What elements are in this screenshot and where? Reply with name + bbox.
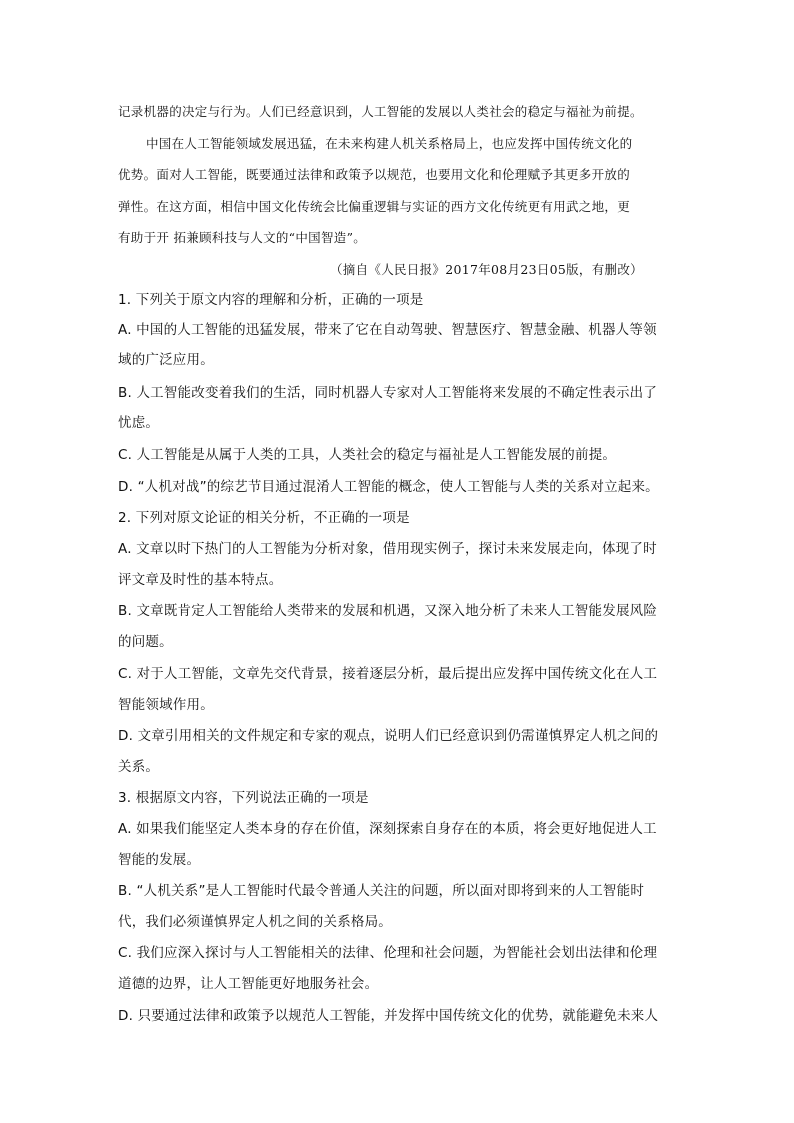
passage-paragraph-1-end: 记录机器的决定与行为。人们已经意识到，人工智能的发展以人类社会的稳定与福祉为前提。 <box>118 104 643 119</box>
q1-option-b-line-1: B. 人工智能改变着我们的生活，同时机器人专家对人工智能将来发展的不确定性表示出了 <box>118 385 658 401</box>
q2-option-a-line-1: A. 文章以时下热门的人工智能为分析对象，借用现实例子，探讨未来发展走向，体现了时 <box>118 541 657 557</box>
q3-option-a-line-1: A. 如果我们能坚定人类本身的存在价值，深刻探索自身存在的本质，将会更好地促进人工 <box>118 821 657 837</box>
q3-option-d-line-1: D. 只要通过法律和政策予以规范人工智能，并发挥中国传统文化的优势，就能避免未来人 <box>118 1008 659 1024</box>
q2-option-c-line-1: C. 对于人工智能，文章先交代背景，接着逐层分析，最后提出应发挥中国传统文化在人工 <box>118 666 658 682</box>
passage-paragraph-2-line-4: 有助于开 拓兼顾科技与人文的“中国智造”。 <box>118 230 367 245</box>
q3-option-b-line-2: 代，我们必须谨慎界定人机之间的关系格局。 <box>118 914 392 930</box>
q1-option-c: C. 人工智能是从属于人类的工具，人类社会的稳定与福祉是人工智能发展的前提。 <box>118 447 617 463</box>
q2-option-b-line-2: 的问题。 <box>118 634 173 650</box>
question-1-stem: 1. 下列关于原文内容的理解和分析，正确的一项是 <box>118 292 424 308</box>
q1-option-b-line-2: 忧虑。 <box>118 415 160 431</box>
passage-paragraph-2-line-2: 优势。面对人工智能，既要通过法律和政策予以规范，也要用文化和伦理赋予其更多开放的 <box>118 167 631 182</box>
passage-source: （摘自《人民日报》2017年08月23日05版，有删改） <box>330 262 643 277</box>
q3-option-c-line-2: 道德的边界，让人工智能更好地服务社会。 <box>118 976 379 992</box>
question-3-stem: 3. 根据原文内容，下列说法正确的一项是 <box>118 790 369 806</box>
q1-option-a-line-2: 域的广泛应用。 <box>118 352 214 368</box>
q3-option-c-line-1: C. 我们应深入探讨与人工智能相关的法律、伦理和社会问题，为智能社会划出法律和伦理 <box>118 945 658 961</box>
q2-option-d-line-2: 关系。 <box>118 759 160 775</box>
question-2-stem: 2. 下列对原文论证的相关分析，不正确的一项是 <box>118 510 410 526</box>
passage-paragraph-2-line-3: 弹性。在这方面，相信中国文化传统会比偏重逻辑与实证的西方文化传统更有用武之地，更 <box>118 199 631 214</box>
q3-option-b-line-1: B. “人机关系”是人工智能时代最令普通人关注的问题，所以面对即将到来的人工智能时 <box>118 883 645 899</box>
q1-option-a-line-1: A. 中国的人工智能的迅猛发展，带来了它在自动驾驶、智慧医疗、智慧金融、机器人等领 <box>118 322 657 338</box>
q2-option-d-line-1: D. 文章引用相关的文件规定和专家的观点，说明人们已经意识到仍需谨慎界定人机之间的 <box>118 728 659 744</box>
q3-option-a-line-2: 智能的发展。 <box>118 852 201 868</box>
passage-paragraph-2-line-1: 中国在人工智能领域发展迅猛，在未来构建人机关系格局上，也应发挥中国传统文化的 <box>146 136 633 151</box>
q2-option-a-line-2: 评文章及时性的基本特点。 <box>118 572 283 588</box>
q2-option-c-line-2: 智能领域作用。 <box>118 697 214 713</box>
q2-option-b-line-1: B. 文章既肯定人工智能给人类带来的发展和机遇，又深入地分析了未来人工智能发展风险 <box>118 603 658 619</box>
q1-option-d: D. “人机对战”的综艺节目通过混淆人工智能的概念，使人工智能与人类的关系对立起来。 <box>118 479 659 495</box>
